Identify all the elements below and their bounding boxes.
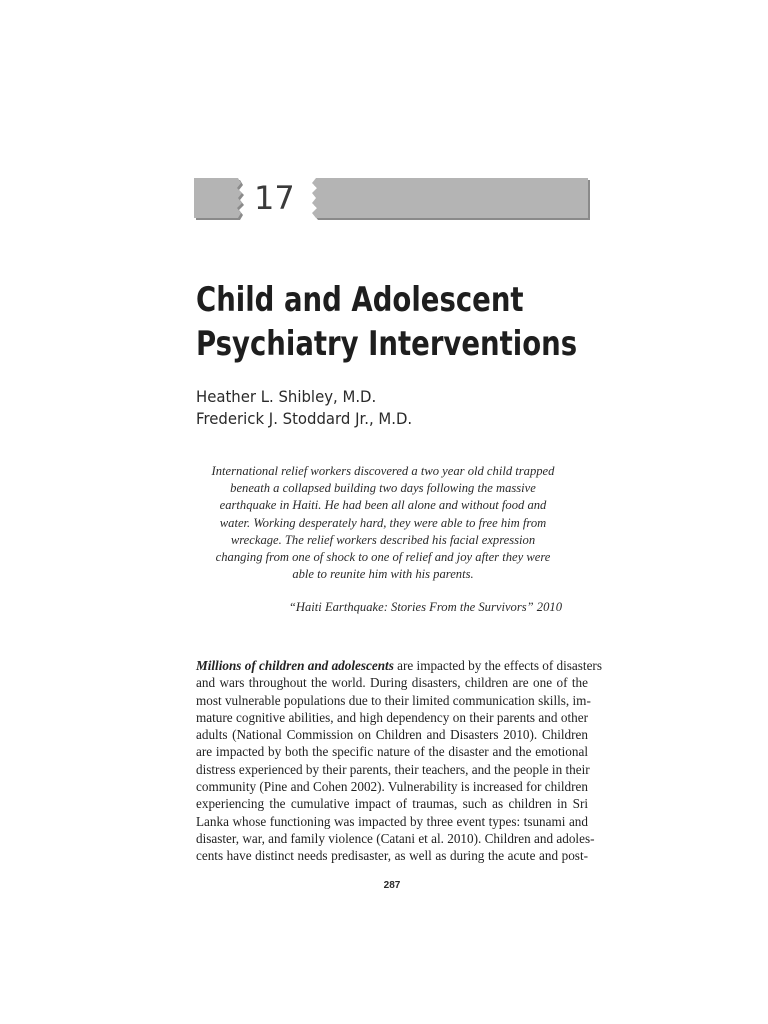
body-line: distress experienced by their parents, their teachers, and the people in their [196,761,590,777]
epigraph-line: earthquake in Haiti. He had been all alone and without food and [219,498,547,513]
epigraph-line: wreckage. The relief workers described his facial expression [230,532,536,547]
body-line-text: are impacted by the effects of disasters [393,658,602,673]
author-name: Heather L. Shibley, M.D. [196,387,377,406]
author-list [196,386,412,430]
epigraph-line: changing from one of shock to one of relief and joy after they were [215,550,551,565]
epigraph-line: International relief workers discovered a two year old child trapped [211,464,555,478]
body-line: adults (National Commission on Children and Disasters 2010). Children [196,727,588,743]
chapter-title [196,278,628,366]
chapter-number: 17 [254,179,295,217]
body-line: community (Pine and Cohen 2002). Vulnerability is increased for children [196,779,588,795]
body-line: cents have distinct needs predisaster, as well as during the acute and post- [196,848,588,864]
body-line: Lanka whose functioning was impacted by three event types: tsunami and [196,813,588,829]
body-line: most vulnerable populations due to their limited communication skills, im- [196,692,591,708]
epigraph [200,463,566,583]
epigraph-line: able to reunite him with his parents. [292,567,474,582]
body-line: disaster, war, and family violence (Catani et al. 2010). Children and adoles- [196,830,595,846]
epigraph-source: “Haiti Earthquake: Stories From the Survivors” 2010 [288,600,562,614]
epigraph-line: beneath a collapsed building two days following the massive [230,481,536,496]
page-number: 287 [383,880,401,891]
body-line: are impacted by both the specific nature of the disaster and the emotional [196,744,588,760]
author-name: Frederick J. Stoddard Jr., M.D. [196,409,413,428]
body-paragraph [196,657,602,865]
body-line: experiencing the cumulative impact of traumas, such as children in Sri [196,796,588,812]
chapter-title-line: Child and Adolescent [196,280,524,320]
lead-in-text: Millions of children and adolescents [196,658,394,673]
body-line: and wars throughout the world. During disasters, children are one of the [196,675,588,691]
body-line [196,657,602,674]
epigraph-line: water. Working desperately hard, they were able to free him from [219,515,547,530]
chapter-title-line: Psychiatry Interventions [196,324,578,364]
chapter-banner [194,178,592,220]
body-line: mature cognitive abilities, and high dependency on their parents and other [196,709,588,725]
